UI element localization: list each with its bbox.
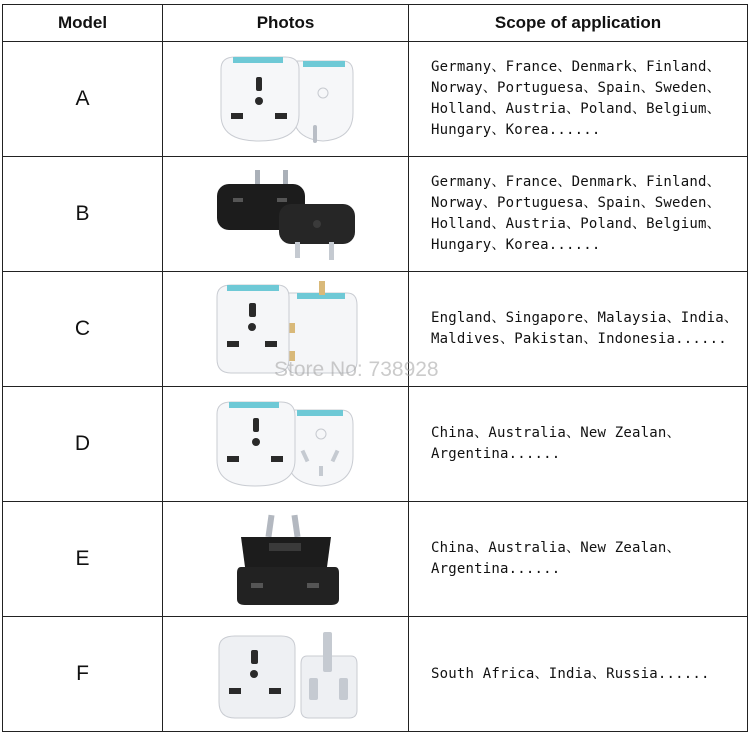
model-cell: F [3,617,163,732]
table-row [3,502,748,617]
table-row [3,617,748,732]
photo-cell [163,617,409,732]
store-watermark: Store No: 738928 [274,358,439,381]
header-photos: Photos [163,5,409,42]
scope-cell: Germany、France、Denmark、Finland、Norway、Portuguesa、Spain、Sweden、Holland、Austria、Poland、Belgium、Hungary、Korea...... [409,42,748,157]
photo-cell [163,157,409,272]
photo-cell [163,272,409,387]
model-cell: B [3,157,163,272]
model-cell: C [3,272,163,387]
table-row [3,387,748,502]
white-sa-adapter-icon [211,626,361,722]
scope-cell: England、Singapore、Malaysia、India、Maldives、Pakistan、Indonesia...... [409,272,748,387]
scope-cell: China、Australia、New Zealan、Argentina...... [409,502,748,617]
scope-cell: China、Australia、New Zealan、Argentina...... [409,387,748,502]
scope-cell: Germany、France、Denmark、Finland、Norway、Portuguesa、Spain、Sweden、Holland、Austria、Poland、Belgium、Hungary、Korea...... [409,157,748,272]
plug-adapter-table [2,4,748,732]
white-eu-universal-adapter-icon [211,51,361,147]
header-model: Model [3,5,163,42]
black-au-adapter-icon [211,511,361,607]
white-uk-adapter-icon [211,281,361,377]
table-row [3,42,748,157]
model-cell: A [3,42,163,157]
header-row [3,5,748,42]
photo-cell [163,502,409,617]
photo-cell [163,42,409,157]
table-row [3,272,748,387]
header-scope: Scope of application [409,5,748,42]
black-flat-to-round-adapter-icon [211,166,361,262]
model-cell: E [3,502,163,617]
scope-cell: South Africa、India、Russia...... [409,617,748,732]
white-au-adapter-icon [211,396,361,492]
table-row [3,157,748,272]
model-cell: D [3,387,163,502]
photo-cell [163,387,409,502]
